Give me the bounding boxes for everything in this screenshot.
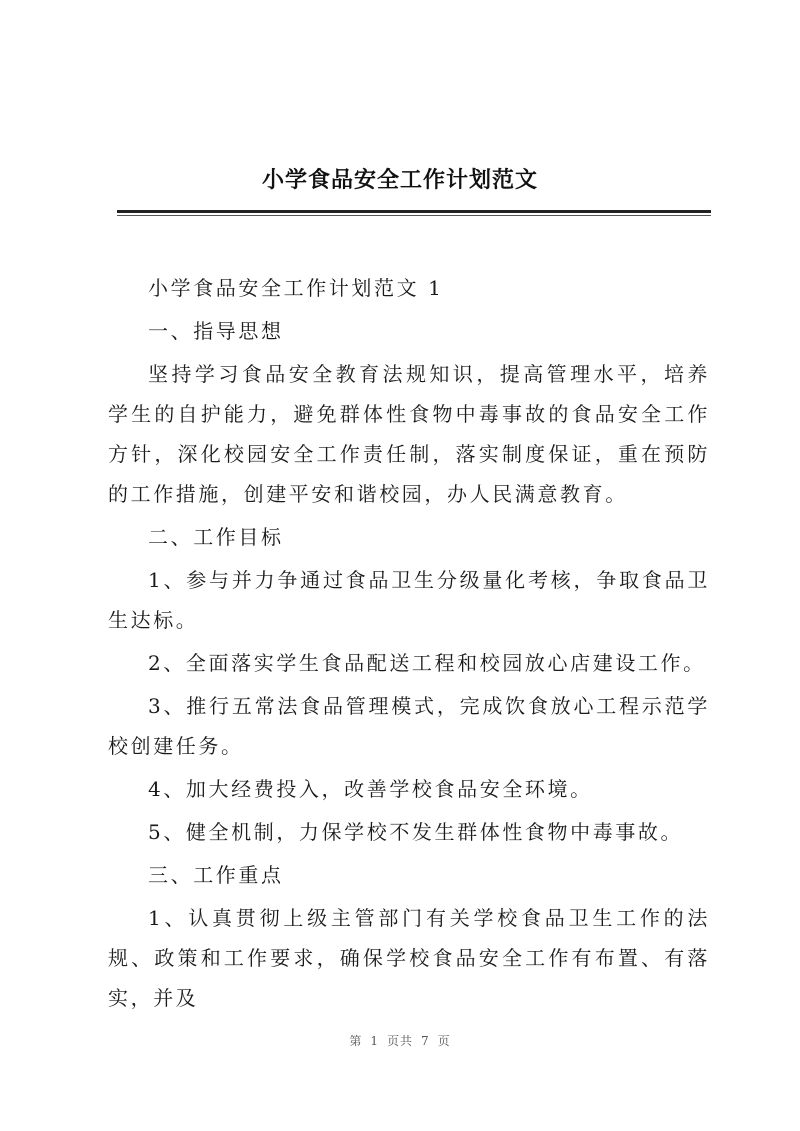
section-subtitle: 小学食品安全工作计划范文 1 xyxy=(148,276,444,300)
title-underline-thin xyxy=(117,215,711,216)
paragraph-guiding-ideology: 坚持学习食品安全教育法规知识，提高管理水平，培养学生的自护能力，避免群体性食物中毒事故的食品安全工作方针，深化校园安全工作责任制，落实制度保证，重在预防的工作措施，创建平安和谐校园，办人民满意教育。 xyxy=(108,362,710,506)
document-body xyxy=(108,268,710,1018)
title-underline-thick xyxy=(117,210,711,213)
heading-guiding-ideology: 一、指导思想 xyxy=(148,319,284,343)
footer-total-pages: 7 xyxy=(421,1034,430,1048)
goal-item-2: 2、全面落实学生食品配送工程和校园放心店建设工作。 xyxy=(148,651,706,675)
document-title: 小学食品安全工作计划范文 xyxy=(261,167,538,193)
focus-item-1: 1、认真贯彻上级主管部门有关学校食品卫生工作的法规、政策和工作要求，确保学校食品安全工作有布置、有落实，并及 xyxy=(108,906,710,1010)
footer-label-of: 页共 xyxy=(386,1034,413,1048)
goal-item-3: 3、推行五常法食品管理模式，完成饮食放心工程示范学校创建任务。 xyxy=(108,694,710,758)
page-footer xyxy=(0,1032,800,1049)
footer-label-page: 第 xyxy=(349,1034,363,1048)
goal-item-1: 1、参与并力争通过食品卫生分级量化考核，争取食品卫生达标。 xyxy=(108,568,710,632)
footer-label-end: 页 xyxy=(437,1034,451,1048)
heading-work-goals: 二、工作目标 xyxy=(148,525,284,549)
goal-item-4: 4、加大经费投入，改善学校食品安全环境。 xyxy=(148,777,593,801)
goal-item-5: 5、健全机制，力保学校不发生群体性食物中毒事故。 xyxy=(148,820,684,844)
heading-work-focus: 三、工作重点 xyxy=(148,863,284,887)
footer-current-page: 1 xyxy=(370,1034,379,1048)
